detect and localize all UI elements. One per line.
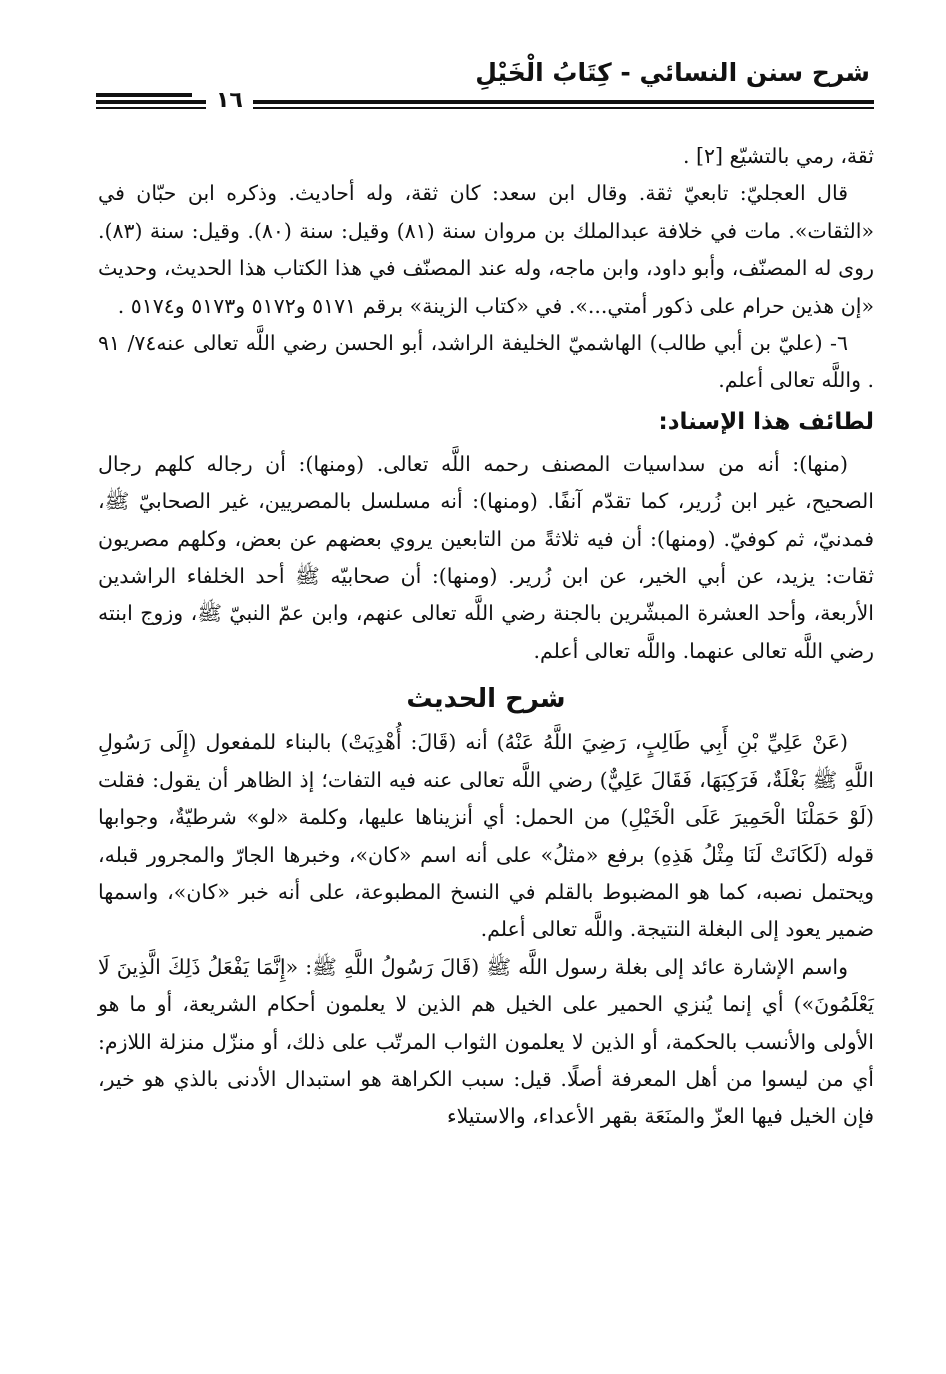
subheading-lataif: لطائف هذا الإسناد: [658,408,874,435]
paragraph: (عَنْ عَلِيِّ بْنِ أَبِي طَالِبٍ، رَضِيَ اللَّهُ عَنْهُ) أنه (قَالَ: أُهْدِيَتْ) بالبناء للمفعول (إِلَى رَسُولِ اللَّهِ ﷺ بَغْلَةٌ، فَرَكِبَهَا، فَقَالَ عَلِيٌّ) رضي اللَّه تعالى عنه فيه التفات؛ إذ الظاهر أن يقول: فقلت (لَوْ حَمَلْنَا الْحَمِيرَ عَلَى الْخَيْلِ) من الحمل: أي أنزيناها عليها، وكلمة «لو» شرطيّةٌ، وجوابها قوله (لَكَانَتْ لَنَا مِثْلُ هَذِهِ) برفع «مثلُ» على أنه اسم «كان»، وخبرها الجارّ والمجرور قبله، ويحتمل نصبه، كما هو المضبوط بالقلم في النسخ المطبوعة، على أنه خبر «كان»، واسمها ضمير يعود إلى البغلة النتيجة. واللَّه تعالى أعلم. [98,730,874,942]
page-body [98,138,874,1136]
running-title: شرح سنن النسائي - كِتَابُ الْخَيْلِ [475,58,870,87]
paragraph: قال العجليّ: تابعيّ ثقة. وقال ابن سعد: كان ثقة، وله أحاديث. وذكره ابن حبّان في «الثقات». مات في خلافة عبدالملك بن مروان سنة (٨١) وقيل: سنة (٨٠). وقيل: سنة (٨٣). روى له المصنّف، وأبو داود، وابن ماجه، وله عند المصنّف في هذا الكتاب هذا الحديث، وحديث «إن هذين حرام على ذكور أمتي...». في «كتاب الزينة» برقم ٥١٧١ و٥١٧٢ و٥١٧٣ و٥١٧٤ . [98,181,875,318]
paragraph: ثقة، رمي بالتشيّع [٢] . [682,144,874,168]
paragraph: ٦- (عليّ بن أبي طالب) الهاشميّ الخليفة الراشد، أبو الحسن رضي اللَّه تعالى عنه٧٤/ ٩١ . واللَّه تعالى أعلم. [98,331,874,393]
section-title: شرح الحديث [406,684,566,715]
header-rule-left [96,93,192,97]
paragraph: واسم الإشارة عائد إلى بغلة رسول اللَّه ﷺ (قَالَ رَسُولُ اللَّهِ ﷺ: «إِنَّمَا يَفْعَلُ ذَلِكَ الَّذِينَ لَا يَعْلَمُونَ») أي إنما يُنزي الحمير على الخيل هم الذين لا يعلمون أحكام الشريعة، أو ما هو الأولى والأنسب بالحكمة، أو الذين لا يعلمون الثواب المرتّب على ذلك، أو منزّل منزلة اللازم: أي من ليسوا من أهل المعرفة أصلًا. قيل: سبب الكراهة هو استبدال الأدنى بالذي هو خير، فإن الخيل فيها العزّ والمنَعَة بقهر الأعداء، والاستيلاء [98,954,874,1129]
page-header [96,58,874,113]
page-number: ١٦ [206,88,253,113]
paragraph: (منها): أنه من سداسيات المصنف رحمه اللَّه تعالى. (ومنها): أن رجاله كلهم رجال الصحيح، غير ابن زُرير، كما تقدّم آنفًا. (ومنها): أنه مسلسل بالمصريين، غير الصحابيّ ﷺ، فمدنيّ، ثم كوفيّ. (ومنها): أن فيه ثلاثةً من التابعين يروي بعضهم عن بعض، وكلهم مصريون ثقات: يزيد، عن أبي الخير، عن ابن زُرير. (ومنها): أن صحابيّه ﷺ أحد الخلفاء الراشدين الأربعة، وأحد العشرة المبشّرين بالجنة رضي اللَّه تعالى عنهم، وابن عمّ النبيّ ﷺ، وزوج ابنته رضي اللَّه تعالى عنهما. واللَّه تعالى أعلم. [98,451,874,663]
